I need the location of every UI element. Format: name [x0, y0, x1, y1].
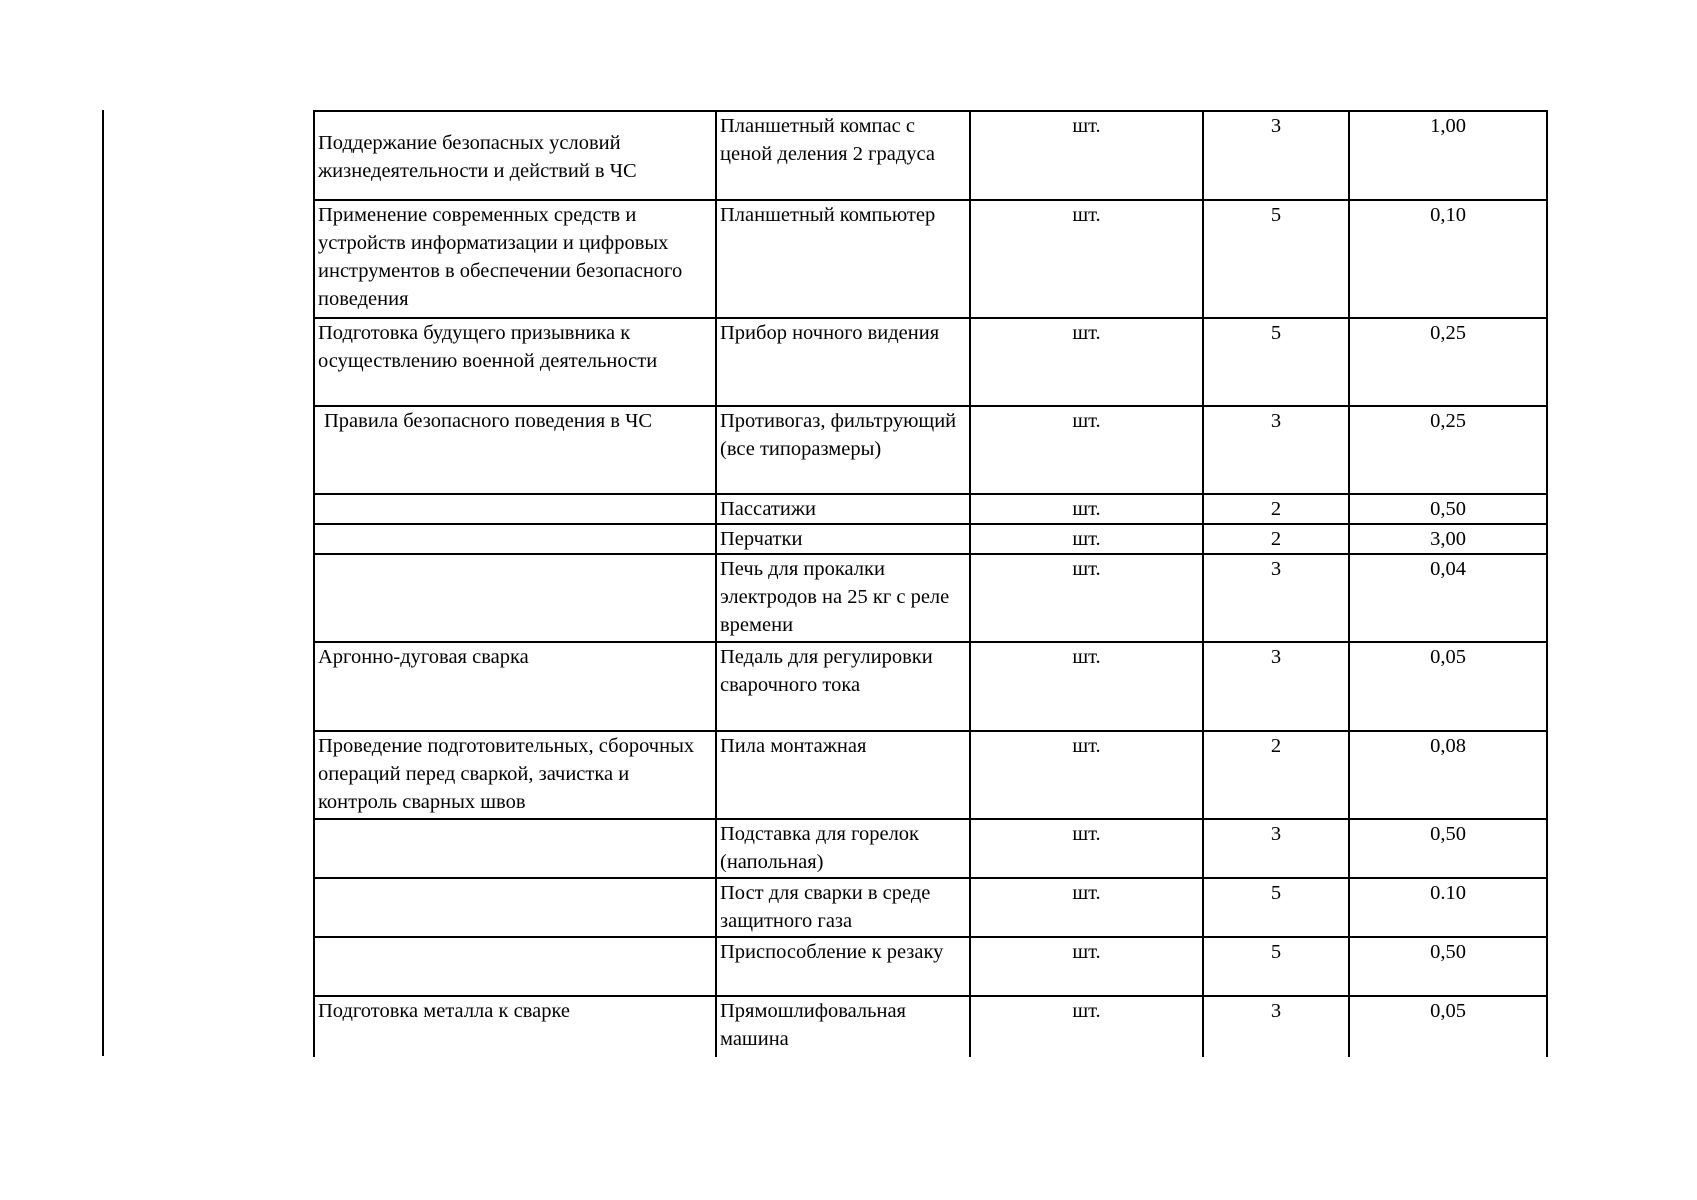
unit-cell: шт. [970, 111, 1203, 200]
unit-cell: шт. [970, 819, 1203, 878]
quantity-cell: 3 [1203, 406, 1349, 494]
activity-cell: Аргонно-дуговая сварка [314, 642, 716, 731]
table-row [314, 642, 1547, 731]
quantity-cell: 3 [1203, 554, 1349, 642]
activity-cell [314, 554, 716, 642]
activity-cell [314, 937, 716, 996]
equipment-cell: Пост для сварки в среде защитного газа [716, 878, 970, 937]
norm-cell: 0,25 [1349, 406, 1547, 494]
equipment-cell: Противогаз, фильтрующий (все типоразмеры) [716, 406, 970, 494]
unit-cell: шт. [970, 200, 1203, 318]
unit-cell: шт. [970, 318, 1203, 406]
norm-cell: 0,10 [1349, 200, 1547, 318]
activity-cell [314, 494, 716, 524]
unit-cell: шт. [970, 937, 1203, 996]
quantity-cell: 3 [1203, 996, 1349, 1057]
activity-cell: Проведение подготовительных, сборочных операций перед сваркой, зачистка и контроль сварных швов [314, 731, 716, 819]
equipment-cell: Подставка для горелок (напольная) [716, 819, 970, 878]
unit-cell: шт. [970, 996, 1203, 1057]
activity-cell: Правила безопасного поведения в ЧС [314, 406, 716, 494]
quantity-cell: 2 [1203, 731, 1349, 819]
unit-cell: шт. [970, 642, 1203, 731]
activity-cell: Поддержание безопасных условий жизнедеятельности и действий в ЧС [314, 111, 716, 200]
equipment-cell: Пила монтажная [716, 731, 970, 819]
table-row [314, 878, 1547, 937]
norm-cell: 3,00 [1349, 524, 1547, 554]
quantity-cell: 3 [1203, 111, 1349, 200]
table-row [314, 731, 1547, 819]
activity-cell [314, 878, 716, 937]
quantity-cell: 2 [1203, 494, 1349, 524]
equipment-cell: Прямошлифовальная машина [716, 996, 970, 1057]
activity-cell [314, 524, 716, 554]
norm-cell: 0,50 [1349, 937, 1547, 996]
quantity-cell: 5 [1203, 937, 1349, 996]
quantity-cell: 5 [1203, 200, 1349, 318]
table-row [314, 406, 1547, 494]
activity-cell: Подготовка металла к сварке [314, 996, 716, 1057]
quantity-cell: 5 [1203, 878, 1349, 937]
table-row [314, 937, 1547, 996]
activity-cell [314, 819, 716, 878]
table-row [314, 494, 1547, 524]
norm-cell: 0,05 [1349, 996, 1547, 1057]
table-row [314, 111, 1547, 200]
norm-cell: 0,50 [1349, 494, 1547, 524]
norm-cell: 0,08 [1349, 731, 1547, 819]
norm-cell: 1,00 [1349, 111, 1547, 200]
unit-cell: шт. [970, 731, 1203, 819]
norm-cell: 0,04 [1349, 554, 1547, 642]
quantity-cell: 3 [1203, 819, 1349, 878]
norm-cell: 0,25 [1349, 318, 1547, 406]
table-row [314, 200, 1547, 318]
equipment-cell: Планшетный компас с ценой деления 2 градуса [716, 111, 970, 200]
table-row [314, 318, 1547, 406]
unit-cell: шт. [970, 406, 1203, 494]
equipment-table [313, 110, 1548, 1057]
quantity-cell: 3 [1203, 642, 1349, 731]
norm-cell: 0,50 [1349, 819, 1547, 878]
table-row [314, 554, 1547, 642]
equipment-cell: Прибор ночного видения [716, 318, 970, 406]
equipment-cell: Пассатижи [716, 494, 970, 524]
equipment-cell: Планшетный компьютер [716, 200, 970, 318]
table-row [314, 996, 1547, 1057]
table-row [314, 524, 1547, 554]
activity-cell: Применение современных средств и устройств информатизации и цифровых инструментов в обеспечении безопасного поведения [314, 200, 716, 318]
left-margin-line [102, 110, 104, 1056]
table-row [314, 819, 1547, 878]
quantity-cell: 2 [1203, 524, 1349, 554]
equipment-cell: Педаль для регулировки сварочного тока [716, 642, 970, 731]
activity-cell: Подготовка будущего призывника к осуществлению военной деятельности [314, 318, 716, 406]
equipment-cell: Перчатки [716, 524, 970, 554]
unit-cell: шт. [970, 494, 1203, 524]
norm-cell: 0,05 [1349, 642, 1547, 731]
equipment-cell: Приспособление к резаку [716, 937, 970, 996]
unit-cell: шт. [970, 878, 1203, 937]
equipment-cell: Печь для прокалки электродов на 25 кг с реле времени [716, 554, 970, 642]
unit-cell: шт. [970, 554, 1203, 642]
quantity-cell: 5 [1203, 318, 1349, 406]
norm-cell: 0.10 [1349, 878, 1547, 937]
unit-cell: шт. [970, 524, 1203, 554]
